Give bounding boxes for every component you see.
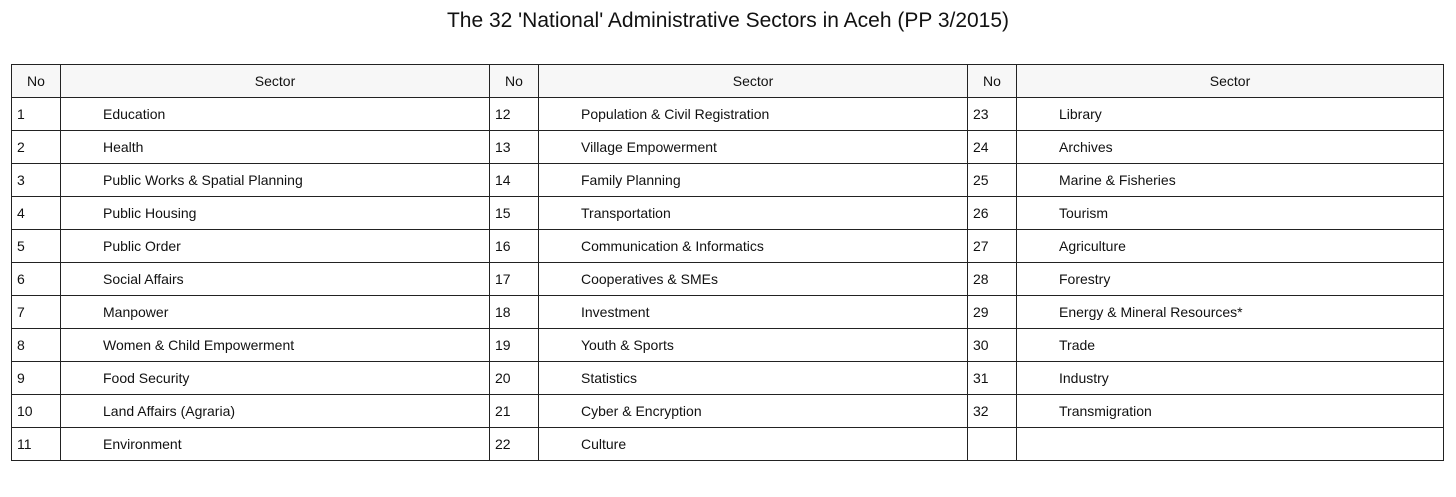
table-row — [12, 164, 1444, 197]
sector-name: Cyber & Encryption — [539, 395, 968, 428]
sector-number: 27 — [968, 230, 1017, 263]
table-header-row — [12, 65, 1444, 98]
table-row — [12, 296, 1444, 329]
sector-number: 12 — [490, 98, 539, 131]
sector-number: 13 — [490, 131, 539, 164]
sector-number: 1 — [12, 98, 61, 131]
sector-name: Forestry — [1017, 263, 1444, 296]
sectors-table — [11, 64, 1444, 461]
sector-name: Tourism — [1017, 197, 1444, 230]
sector-number: 21 — [490, 395, 539, 428]
sector-name: Village Empowerment — [539, 131, 968, 164]
sector-number: 18 — [490, 296, 539, 329]
sector-name: Public Order — [61, 230, 490, 263]
sector-name: Agriculture — [1017, 230, 1444, 263]
table-row — [12, 263, 1444, 296]
sector-number: 8 — [12, 329, 61, 362]
table-row — [12, 362, 1444, 395]
sector-name: Marine & Fisheries — [1017, 164, 1444, 197]
sector-number: 20 — [490, 362, 539, 395]
sector-number: 7 — [12, 296, 61, 329]
sector-name — [1017, 428, 1444, 461]
sector-number: 11 — [12, 428, 61, 461]
sector-number: 6 — [12, 263, 61, 296]
sector-number: 5 — [12, 230, 61, 263]
column-header-no: No — [12, 65, 61, 98]
sector-name: Cooperatives & SMEs — [539, 263, 968, 296]
sector-name: Education — [61, 98, 490, 131]
sector-name: Transportation — [539, 197, 968, 230]
sector-number: 10 — [12, 395, 61, 428]
sector-name: Social Affairs — [61, 263, 490, 296]
sector-number: 15 — [490, 197, 539, 230]
column-header-no: No — [968, 65, 1017, 98]
sector-number: 23 — [968, 98, 1017, 131]
column-header-no: No — [490, 65, 539, 98]
sector-number: 28 — [968, 263, 1017, 296]
sector-number: 2 — [12, 131, 61, 164]
sector-number: 3 — [12, 164, 61, 197]
sector-number — [968, 428, 1017, 461]
sector-number: 25 — [968, 164, 1017, 197]
sector-name: Family Planning — [539, 164, 968, 197]
sector-name: Public Housing — [61, 197, 490, 230]
table-row — [12, 98, 1444, 131]
sector-number: 24 — [968, 131, 1017, 164]
sector-name: Industry — [1017, 362, 1444, 395]
sector-number: 30 — [968, 329, 1017, 362]
column-header-sector: Sector — [539, 65, 968, 98]
sector-name: Health — [61, 131, 490, 164]
sector-name: Transmigration — [1017, 395, 1444, 428]
sector-number: 16 — [490, 230, 539, 263]
sector-name: Population & Civil Registration — [539, 98, 968, 131]
column-header-sector: Sector — [1017, 65, 1444, 98]
sector-number: 31 — [968, 362, 1017, 395]
sector-number: 4 — [12, 197, 61, 230]
table-row — [12, 197, 1444, 230]
sector-name: Manpower — [61, 296, 490, 329]
sector-number: 19 — [490, 329, 539, 362]
sector-name: Communication & Informatics — [539, 230, 968, 263]
sector-number: 9 — [12, 362, 61, 395]
sector-name: Women & Child Empowerment — [61, 329, 490, 362]
page-title: The 32 'National' Administrative Sectors in Aceh (PP 3/2015) — [446, 9, 1010, 32]
sector-name: Archives — [1017, 131, 1444, 164]
sector-number: 22 — [490, 428, 539, 461]
sector-number: 14 — [490, 164, 539, 197]
sector-name: Energy & Mineral Resources* — [1017, 296, 1444, 329]
sector-number: 26 — [968, 197, 1017, 230]
table-row — [12, 329, 1444, 362]
table-row — [12, 131, 1444, 164]
sector-name: Statistics — [539, 362, 968, 395]
sector-name: Environment — [61, 428, 490, 461]
table-row — [12, 428, 1444, 461]
sector-name: Culture — [539, 428, 968, 461]
sector-number: 29 — [968, 296, 1017, 329]
sector-name: Investment — [539, 296, 968, 329]
sector-number: 32 — [968, 395, 1017, 428]
column-header-sector: Sector — [61, 65, 490, 98]
sector-number: 17 — [490, 263, 539, 296]
sector-name: Food Security — [61, 362, 490, 395]
sector-name: Youth & Sports — [539, 329, 968, 362]
table-row — [12, 230, 1444, 263]
table-row — [12, 395, 1444, 428]
sector-name: Trade — [1017, 329, 1444, 362]
sector-name: Land Affairs (Agraria) — [61, 395, 490, 428]
sector-name: Library — [1017, 98, 1444, 131]
sector-name: Public Works & Spatial Planning — [61, 164, 490, 197]
